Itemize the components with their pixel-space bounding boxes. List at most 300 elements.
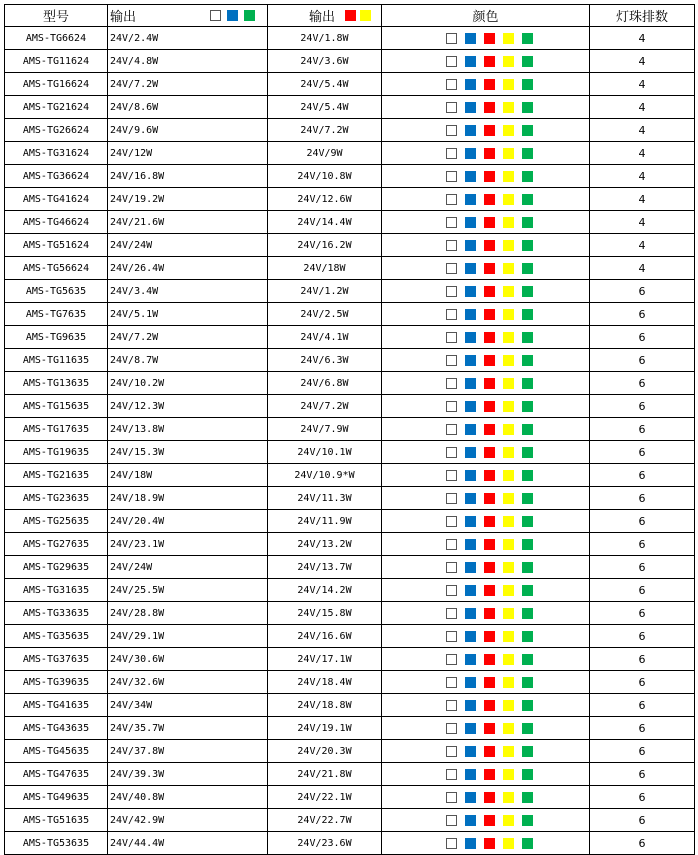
green-swatch-icon [522,792,533,803]
blue-swatch-icon [465,102,476,113]
color-cell [382,694,590,717]
led-rows-cell: 4 [590,165,695,188]
green-swatch-icon [522,102,533,113]
output-1-cell: 24V/15.3W [108,441,268,464]
white-swatch-icon [446,286,457,297]
blue-swatch-icon [465,654,476,665]
color-cell [382,602,590,625]
color-cell [382,648,590,671]
white-swatch-icon [446,493,457,504]
yellow-swatch-icon [503,171,514,182]
red-swatch-icon [484,447,495,458]
output-1-cell: 24V/19.2W [108,188,268,211]
yellow-swatch-icon [503,447,514,458]
green-swatch-icon [522,240,533,251]
red-swatch-icon [484,608,495,619]
output-2-cell: 24V/14.2W [268,579,382,602]
color-cell [382,395,590,418]
output-1-cell: 24V/10.2W [108,372,268,395]
output-2-cell: 24V/9W [268,142,382,165]
blue-swatch-icon [465,677,476,688]
green-swatch-icon [522,33,533,44]
yellow-swatch-icon [503,723,514,734]
white-swatch-icon [446,723,457,734]
model-cell: AMS-TG9635 [5,326,108,349]
header-output-1 [108,5,268,27]
blue-swatch-icon [465,493,476,504]
red-swatch-icon [484,309,495,320]
white-swatch-icon [446,562,457,573]
blue-swatch-icon [465,608,476,619]
model-cell: AMS-TG53635 [5,832,108,855]
led-rows-cell: 4 [590,257,695,280]
led-rows-cell: 6 [590,303,695,326]
blue-swatch-icon [465,79,476,90]
output-1-cell: 24V/42.9W [108,809,268,832]
output-1-cell: 24V/32.6W [108,671,268,694]
blue-swatch-icon [465,355,476,366]
model-cell: AMS-TG47635 [5,763,108,786]
yellow-swatch-icon [503,148,514,159]
led-rows-cell: 6 [590,717,695,740]
yellow-swatch-icon [503,677,514,688]
red-swatch-icon [484,355,495,366]
white-swatch-icon [446,217,457,228]
model-cell: AMS-TG56624 [5,257,108,280]
blue-swatch-icon [465,700,476,711]
yellow-swatch-icon [503,401,514,412]
red-swatch-icon [484,56,495,67]
blue-swatch-icon [465,815,476,826]
header-model: 型号 [5,5,108,27]
white-swatch-icon [446,631,457,642]
output-2-cell: 24V/6.8W [268,372,382,395]
header-output-2-label: 输出 [308,10,335,25]
yellow-swatch-icon [360,10,371,21]
output-2-cell: 24V/7.2W [268,119,382,142]
model-cell: AMS-TG13635 [5,372,108,395]
color-swatches [382,539,589,550]
color-swatches [382,769,589,780]
output-1-cell: 24V/3.4W [108,280,268,303]
red-swatch-icon [484,424,495,435]
output-1-cell: 24V/40.8W [108,786,268,809]
output-2-cell: 24V/17.1W [268,648,382,671]
white-swatch-icon [446,332,457,343]
output-2-cell: 24V/10.8W [268,165,382,188]
blue-swatch-icon [465,539,476,550]
model-cell: AMS-TG49635 [5,786,108,809]
red-swatch-icon [484,792,495,803]
output-1-cell: 24V/30.6W [108,648,268,671]
color-cell [382,119,590,142]
output-2-cell: 24V/1.2W [268,280,382,303]
red-swatch-icon [484,171,495,182]
model-cell: AMS-TG21635 [5,464,108,487]
red-swatch-icon [484,746,495,757]
model-cell: AMS-TG46624 [5,211,108,234]
red-swatch-icon [484,217,495,228]
color-swatches [382,286,589,297]
model-cell: AMS-TG7635 [5,303,108,326]
color-swatches [382,217,589,228]
table-row [5,303,695,326]
green-swatch-icon [522,470,533,481]
table-row [5,234,695,257]
output-2-cell: 24V/10.9*W [268,464,382,487]
output-2-cell: 24V/5.4W [268,73,382,96]
color-swatches [382,608,589,619]
led-rows-cell: 6 [590,625,695,648]
led-rows-cell: 6 [590,740,695,763]
header-color: 颜色 [382,5,590,27]
output-1-cell: 24V/2.4W [108,27,268,50]
output-2-cell: 24V/10.1W [268,441,382,464]
color-swatches [382,677,589,688]
table-row [5,464,695,487]
green-swatch-icon [522,194,533,205]
blue-swatch-icon [465,401,476,412]
blue-swatch-icon [465,125,476,136]
header-led-rows: 灯珠排数 [590,5,695,27]
blue-swatch-icon [465,56,476,67]
color-swatches [382,792,589,803]
output-1-cell: 24V/26.4W [108,257,268,280]
table-row [5,786,695,809]
header-output-2 [268,5,382,27]
blue-swatch-icon [465,838,476,849]
color-cell [382,372,590,395]
led-rows-cell: 4 [590,50,695,73]
output-1-cell: 24V/20.4W [108,510,268,533]
color-cell [382,740,590,763]
output-2-cell: 24V/23.6W [268,832,382,855]
yellow-swatch-icon [503,424,514,435]
green-swatch-icon [522,263,533,274]
output-2-cell: 24V/6.3W [268,349,382,372]
output-2-cell: 24V/11.3W [268,487,382,510]
output-1-cell: 24V/18.9W [108,487,268,510]
output-2-cell: 24V/22.1W [268,786,382,809]
model-cell: AMS-TG39635 [5,671,108,694]
output-2-cell: 24V/7.9W [268,418,382,441]
green-swatch-icon [522,815,533,826]
white-swatch-icon [446,516,457,527]
yellow-swatch-icon [503,33,514,44]
yellow-swatch-icon [503,562,514,573]
output-2-cell: 24V/13.2W [268,533,382,556]
led-rows-cell: 6 [590,832,695,855]
output-2-cell: 24V/18.4W [268,671,382,694]
blue-swatch-icon [465,194,476,205]
color-swatches [382,585,589,596]
output-1-cell: 24V/28.8W [108,602,268,625]
color-swatches [382,263,589,274]
color-swatches [382,654,589,665]
blue-swatch-icon [465,378,476,389]
yellow-swatch-icon [503,493,514,504]
color-cell [382,165,590,188]
color-swatches [382,516,589,527]
green-swatch-icon [522,309,533,320]
color-cell [382,211,590,234]
output-1-cell: 24V/12.3W [108,395,268,418]
yellow-swatch-icon [503,838,514,849]
red-swatch-icon [484,263,495,274]
green-swatch-icon [522,838,533,849]
blue-swatch-icon [465,746,476,757]
white-swatch-icon [446,125,457,136]
white-swatch-icon [446,746,457,757]
blue-swatch-icon [465,792,476,803]
yellow-swatch-icon [503,332,514,343]
table-row [5,96,695,119]
output-1-cell: 24V/21.6W [108,211,268,234]
green-swatch-icon [522,769,533,780]
output-2-cell: 24V/13.7W [268,556,382,579]
model-cell: AMS-TG23635 [5,487,108,510]
color-cell [382,832,590,855]
green-swatch-icon [522,171,533,182]
led-rows-cell: 4 [590,142,695,165]
led-rows-cell: 4 [590,96,695,119]
led-rows-cell: 6 [590,464,695,487]
output-2-cell: 24V/19.1W [268,717,382,740]
color-swatches [382,194,589,205]
model-cell: AMS-TG51624 [5,234,108,257]
yellow-swatch-icon [503,470,514,481]
model-cell: AMS-TG36624 [5,165,108,188]
table-row [5,418,695,441]
table-row [5,487,695,510]
color-swatches [382,723,589,734]
red-swatch-icon [484,194,495,205]
yellow-swatch-icon [503,815,514,826]
white-swatch-icon [446,171,457,182]
color-swatches [382,56,589,67]
spec-table-body [5,5,695,855]
output-2-cell: 24V/5.4W [268,96,382,119]
red-swatch-icon [484,539,495,550]
white-swatch-icon [446,815,457,826]
green-swatch-icon [522,378,533,389]
output-2-cell: 24V/16.2W [268,234,382,257]
yellow-swatch-icon [503,654,514,665]
white-swatch-icon [446,677,457,688]
red-swatch-icon [484,723,495,734]
led-rows-cell: 4 [590,211,695,234]
table-row [5,142,695,165]
color-cell [382,556,590,579]
yellow-swatch-icon [503,102,514,113]
color-cell [382,96,590,119]
red-swatch-icon [484,286,495,297]
table-row [5,602,695,625]
red-swatch-icon [484,401,495,412]
blue-swatch-icon [465,447,476,458]
led-rows-cell: 6 [590,763,695,786]
output-2-cell: 24V/14.4W [268,211,382,234]
model-cell: AMS-TG15635 [5,395,108,418]
color-cell [382,280,590,303]
green-swatch-icon [522,654,533,665]
color-cell [382,579,590,602]
green-swatch-icon [244,10,255,21]
yellow-swatch-icon [503,355,514,366]
yellow-swatch-icon [503,700,514,711]
white-swatch-icon [446,447,457,458]
blue-swatch-icon [465,33,476,44]
output-1-cell: 24V/12W [108,142,268,165]
green-swatch-icon [522,217,533,228]
green-swatch-icon [522,746,533,757]
white-swatch-icon [446,79,457,90]
model-cell: AMS-TG16624 [5,73,108,96]
model-cell: AMS-TG21624 [5,96,108,119]
color-cell [382,27,590,50]
red-swatch-icon [484,631,495,642]
led-rows-cell: 6 [590,694,695,717]
green-swatch-icon [522,332,533,343]
yellow-swatch-icon [503,286,514,297]
white-swatch-icon [446,263,457,274]
output-1-cell: 24V/34W [108,694,268,717]
color-cell [382,809,590,832]
yellow-swatch-icon [503,240,514,251]
table-row [5,763,695,786]
green-swatch-icon [522,677,533,688]
blue-swatch-icon [465,171,476,182]
table-row [5,625,695,648]
red-swatch-icon [484,240,495,251]
color-cell [382,349,590,372]
led-rows-cell: 4 [590,119,695,142]
white-swatch-icon [446,148,457,159]
table-row [5,579,695,602]
yellow-swatch-icon [503,792,514,803]
output-2-cell: 24V/1.8W [268,27,382,50]
green-swatch-icon [522,516,533,527]
color-cell [382,50,590,73]
red-swatch-icon [484,102,495,113]
color-cell [382,73,590,96]
red-swatch-icon [484,585,495,596]
yellow-swatch-icon [503,125,514,136]
red-swatch-icon [484,470,495,481]
table-row [5,119,695,142]
red-swatch-icon [484,838,495,849]
output-1-cell: 24V/8.7W [108,349,268,372]
color-swatches [382,309,589,320]
green-swatch-icon [522,585,533,596]
output-1-cell: 24V/29.1W [108,625,268,648]
color-cell [382,464,590,487]
led-rows-cell: 6 [590,579,695,602]
output-2-cell: 24V/22.7W [268,809,382,832]
led-rows-cell: 6 [590,280,695,303]
white-swatch-icon [446,769,457,780]
output-1-cell: 24V/4.8W [108,50,268,73]
green-swatch-icon [522,148,533,159]
table-row [5,257,695,280]
green-swatch-icon [522,539,533,550]
yellow-swatch-icon [503,309,514,320]
table-row [5,280,695,303]
output-2-cell: 24V/7.2W [268,395,382,418]
color-swatches [382,401,589,412]
output-2-cell: 24V/20.3W [268,740,382,763]
color-swatches [382,700,589,711]
blue-swatch-icon [465,516,476,527]
white-swatch-icon [446,585,457,596]
output-1-cell: 24V/16.8W [108,165,268,188]
model-cell: AMS-TG11635 [5,349,108,372]
output-1-cell: 24V/7.2W [108,326,268,349]
red-swatch-icon [484,332,495,343]
output-1-cell: 24V/44.4W [108,832,268,855]
model-cell: AMS-TG5635 [5,280,108,303]
color-cell [382,188,590,211]
green-swatch-icon [522,79,533,90]
red-swatch-icon [484,516,495,527]
model-cell: AMS-TG37635 [5,648,108,671]
table-row [5,372,695,395]
green-swatch-icon [522,424,533,435]
yellow-swatch-icon [503,263,514,274]
model-cell: AMS-TG17635 [5,418,108,441]
yellow-swatch-icon [503,631,514,642]
output-1-cell: 24V/8.6W [108,96,268,119]
white-swatch-icon [446,401,457,412]
output-1-cell: 24V/24W [108,556,268,579]
blue-swatch-icon [465,332,476,343]
white-swatch-icon [446,654,457,665]
output-1-color-legend [210,10,255,21]
white-swatch-icon [446,102,457,113]
output-1-cell: 24V/7.2W [108,73,268,96]
blue-swatch-icon [465,424,476,435]
blue-swatch-icon [465,631,476,642]
output-1-cell: 24V/9.6W [108,119,268,142]
red-swatch-icon [484,378,495,389]
color-swatches [382,355,589,366]
color-swatches [382,79,589,90]
red-swatch-icon [484,148,495,159]
green-swatch-icon [522,493,533,504]
led-rows-cell: 6 [590,395,695,418]
white-swatch-icon [446,33,457,44]
table-row [5,556,695,579]
green-swatch-icon [522,700,533,711]
red-swatch-icon [484,654,495,665]
spec-table [4,4,695,855]
table-row [5,73,695,96]
table-row [5,717,695,740]
blue-swatch-icon [465,585,476,596]
model-cell: AMS-TG11624 [5,50,108,73]
white-swatch-icon [446,194,457,205]
green-swatch-icon [522,447,533,458]
color-swatches [382,562,589,573]
output-2-cell: 24V/11.9W [268,510,382,533]
color-cell [382,763,590,786]
color-cell [382,441,590,464]
yellow-swatch-icon [503,746,514,757]
yellow-swatch-icon [503,79,514,90]
color-swatches [382,424,589,435]
model-cell: AMS-TG31624 [5,142,108,165]
white-swatch-icon [446,424,457,435]
